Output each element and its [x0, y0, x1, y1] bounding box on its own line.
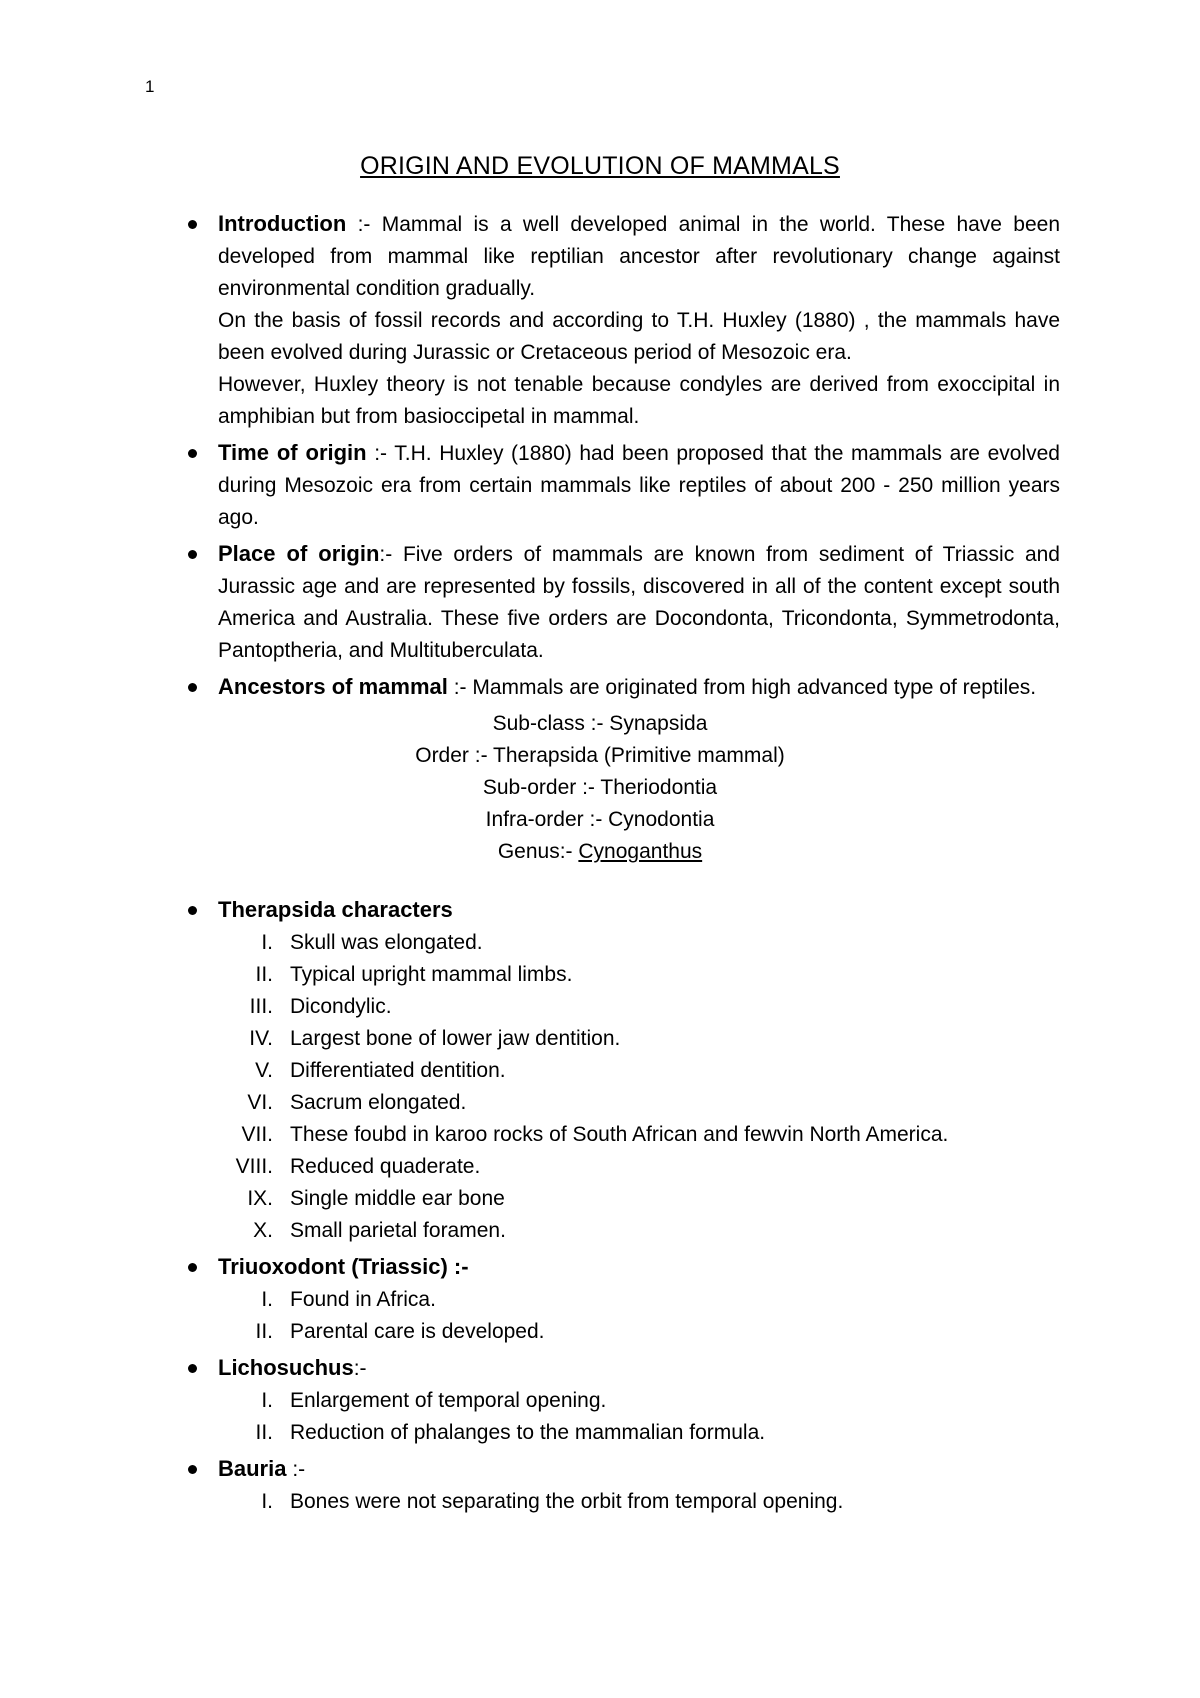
list-item-number: I. [261, 1389, 273, 1412]
taxonomy-genus-value: Cynoganthus [578, 840, 703, 863]
list-item-text: Skull was elongated. [290, 931, 483, 954]
section-place-of-origin [180, 538, 1060, 667]
section-text: T.H. Huxley (1880) had been proposed that the mammals are evolved during Mesozoic era from certain mammals like reptiles of about 200 - 250 million years ago. [218, 442, 1060, 529]
taxonomy-genus-label: Genus:- [497, 840, 579, 863]
list-item-text: Typical upright mammal limbs. [290, 963, 573, 986]
list-item [218, 1417, 1060, 1449]
section-label: Ancestors of mammal [218, 674, 448, 699]
section-label: Place of origin [218, 541, 380, 566]
section-separator: :- [447, 676, 473, 699]
list-item [218, 1151, 1060, 1183]
section-label: Time of origin [218, 440, 367, 465]
list-item-text: Bones were not separating the orbit from temporal opening. [290, 1490, 844, 1513]
list-item [218, 991, 1060, 1023]
taxonomy-genus [0, 836, 1200, 868]
bullet-icon [188, 1263, 197, 1272]
bullet-icon [188, 220, 197, 229]
bullet-icon [188, 449, 197, 458]
list-item-text: Differentiated dentition. [290, 1059, 506, 1082]
therapsida-list [218, 927, 1060, 1247]
list-item [218, 959, 1060, 991]
list-item-text: Found in Africa. [290, 1288, 436, 1311]
triuoxodont-list [218, 1284, 1060, 1348]
taxonomy-suborder: Sub-order :- Theriodontia [482, 776, 718, 799]
list-item-number: V. [255, 1059, 273, 1082]
bullet-icon [188, 1364, 197, 1373]
list-item-text: Small parietal foramen. [290, 1219, 506, 1242]
section-lichosuchus [180, 1352, 1060, 1449]
list-item-number: II. [255, 1320, 273, 1343]
section-time-of-origin [180, 437, 1060, 534]
list-item-number: IX. [247, 1187, 273, 1210]
list-item-text: Reduction of phalanges to the mammalian formula. [290, 1421, 766, 1444]
section-text: Mammal is a well developed animal in the world. These have been developed from mammal like reptilian ancestor after revolutionary change against environmental condition gradually. [218, 213, 1060, 300]
taxonomy-block [0, 708, 1200, 868]
list-item [218, 1284, 1060, 1316]
list-item-number: I. [261, 1490, 273, 1513]
list-item-number: VI. [247, 1091, 273, 1114]
list-item [218, 1055, 1060, 1087]
list-item [218, 1316, 1060, 1348]
section-separator: :- [379, 543, 403, 566]
section-ancestors [180, 671, 1060, 704]
list-item [218, 1023, 1060, 1055]
list-item-number: IV. [249, 1027, 273, 1050]
list-item-text: Parental care is developed. [290, 1320, 545, 1343]
bullet-icon [188, 550, 197, 559]
taxonomy-order: Order :- Therapsida (Primitive mammal) [415, 744, 785, 767]
page-number: 1 [145, 77, 155, 96]
lichosuchus-list [218, 1385, 1060, 1449]
taxonomy-infraorder: Infra-order :- Cynodontia [485, 808, 715, 831]
section-text: Five orders of mammals are known from sediment of Triassic and Jurassic age and are represented by fossils, discovered in all of the content except south America and Australia. These five orders are Docondonta, Tricondonta, Symmetrodonta, Pantoptheria, and Multituberculata. [218, 543, 1060, 662]
list-item-text: Largest bone of lower jaw dentition. [290, 1027, 621, 1050]
section-separator: :- [286, 1458, 306, 1481]
list-item [218, 1087, 1060, 1119]
introduction-paragraph-2: On the basis of fossil records and according to T.H. Huxley (1880) , the mammals have been evolved during Jurassic or Cretaceous period of Mesozoic era. [218, 309, 1060, 364]
list-item-number: VII. [241, 1123, 273, 1146]
section-label: Lichosuchus [218, 1355, 354, 1380]
list-item-number: III. [249, 995, 273, 1018]
bauria-list [218, 1486, 1060, 1518]
section-separator: :- [346, 213, 382, 236]
list-item-number: VIII. [235, 1155, 273, 1178]
list-item-text: These foubd in karoo rocks of South African and fewvin North America. [290, 1123, 949, 1146]
page-title: ORIGIN AND EVOLUTION OF MAMMALS [360, 152, 840, 180]
taxonomy-subclass: Sub-class :- Synapsida [492, 712, 708, 735]
list-item-text: Enlargement of temporal opening. [290, 1389, 607, 1412]
section-label: Triuoxodont (Triassic) :- [218, 1254, 469, 1279]
list-item [218, 1486, 1060, 1518]
list-item-text: Single middle ear bone [290, 1187, 505, 1210]
section-triuoxodont [180, 1251, 1060, 1348]
list-item-number: X. [253, 1219, 273, 1242]
list-item-number: II. [255, 963, 273, 986]
list-item [218, 1119, 1060, 1151]
section-introduction [180, 208, 1060, 433]
list-item [218, 1215, 1060, 1247]
list-item [218, 1385, 1060, 1417]
section-separator: :- [366, 442, 395, 465]
document-body [180, 208, 1060, 1522]
list-item-text: Reduced quaderate. [290, 1155, 481, 1178]
section-label: Bauria [218, 1456, 287, 1481]
bullet-icon [188, 683, 197, 692]
list-item-number: I. [261, 1288, 273, 1311]
list-item-text: Sacrum elongated. [290, 1091, 467, 1114]
section-bauria [180, 1453, 1060, 1518]
list-item-text: Dicondylic. [290, 995, 392, 1018]
bullet-icon [188, 906, 197, 915]
list-item [218, 1183, 1060, 1215]
list-item-number: I. [261, 931, 273, 954]
list-item [218, 927, 1060, 959]
bullet-icon [188, 1465, 197, 1474]
section-separator: :- [353, 1357, 367, 1380]
list-item-number: II. [255, 1421, 273, 1444]
section-therapsida [180, 894, 1060, 1247]
section-label: Therapsida characters [218, 897, 453, 922]
section-label: Introduction [218, 211, 347, 236]
introduction-paragraph-3: However, Huxley theory is not tenable because condyles are derived from exoccipital in amphibian but from basioccipetal in mammal. [218, 373, 1060, 428]
section-text: Mammals are originated from high advanced type of reptiles. [472, 676, 1037, 699]
